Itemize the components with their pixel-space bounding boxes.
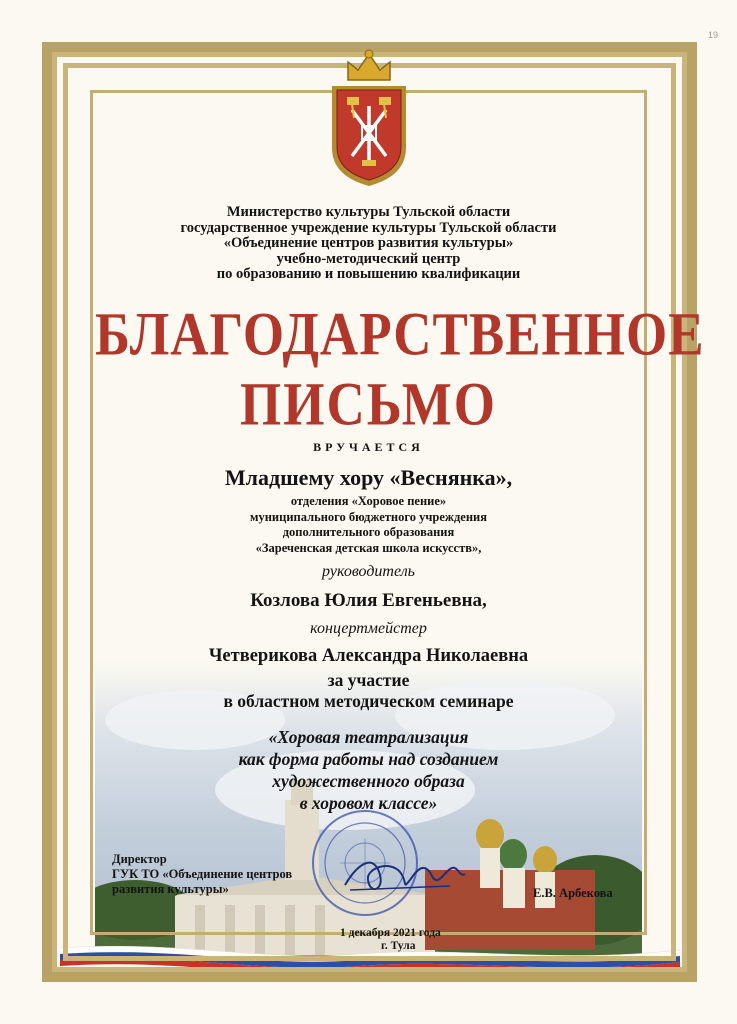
- topic-line-1: «Хоровая театрализация: [268, 727, 469, 747]
- tula-coat-of-arms-icon: [328, 48, 410, 188]
- organization-line-2: государственное учреждение культуры Тульской области: [180, 219, 557, 236]
- recipient-line-2: муниципального бюджетного учреждения: [249, 509, 488, 524]
- signatory-line-1: Директор: [112, 852, 167, 866]
- signatory-name: Е.В. Арбекова: [533, 886, 613, 900]
- recipient-line-3: дополнительного образования: [282, 525, 455, 539]
- issue-city: г. Тула: [381, 940, 416, 952]
- organization-line-4: учебно-методический центр: [276, 250, 461, 267]
- recipient-line-1: отделения «Хоровое пение»: [290, 494, 447, 508]
- signatory-line-2: ГУК ТО «Объединение центров: [112, 867, 293, 881]
- issuing-organization: [95, 205, 642, 283]
- document-title-line-1: БЛАГОДАРСТВЕННОЕ: [95, 301, 705, 369]
- topic-line-2: как форма работы над созданием: [238, 749, 499, 769]
- leader-role: руководитель: [322, 563, 415, 580]
- reason-line-2: в областном методическом семинаре: [223, 691, 514, 711]
- issue-date: 1 декабря 2021 года: [340, 927, 441, 939]
- organization-line-1: Министерство культуры Тульской области: [226, 204, 511, 220]
- page-mark: 19: [708, 30, 719, 40]
- organization-line-5: по образованию и повышению квалификации: [216, 266, 521, 282]
- topic-line-4: в хоровом классе»: [299, 793, 438, 813]
- topic-line-3: художественного образа: [272, 771, 465, 791]
- accompanist-name: Четверикова Александра Николаевна: [208, 646, 529, 666]
- director-signature: [340, 850, 470, 900]
- awarded-label: ВРУЧАЕТСЯ: [313, 440, 424, 454]
- signatory-line-3: развития культуры»: [112, 882, 229, 896]
- recipient-name: Младшему хору «Веснянка»,: [224, 465, 513, 490]
- signatory-title: [112, 852, 292, 897]
- leader-name: Козлова Юлия Евгеньевна,: [250, 590, 487, 611]
- seminar-topic: [95, 726, 642, 814]
- accompanist-role: концертмейстер: [310, 620, 427, 637]
- recipient-line-4: «Зареченская детская школа искусств»,: [255, 540, 482, 555]
- recipient-details: [95, 494, 642, 556]
- organization-line-3: «Объединение центров развития культуры»: [223, 235, 514, 251]
- reason-line-1: за участие: [327, 670, 410, 690]
- award-reason: [95, 670, 642, 712]
- document-title-line-2: ПИСЬМО: [240, 371, 497, 439]
